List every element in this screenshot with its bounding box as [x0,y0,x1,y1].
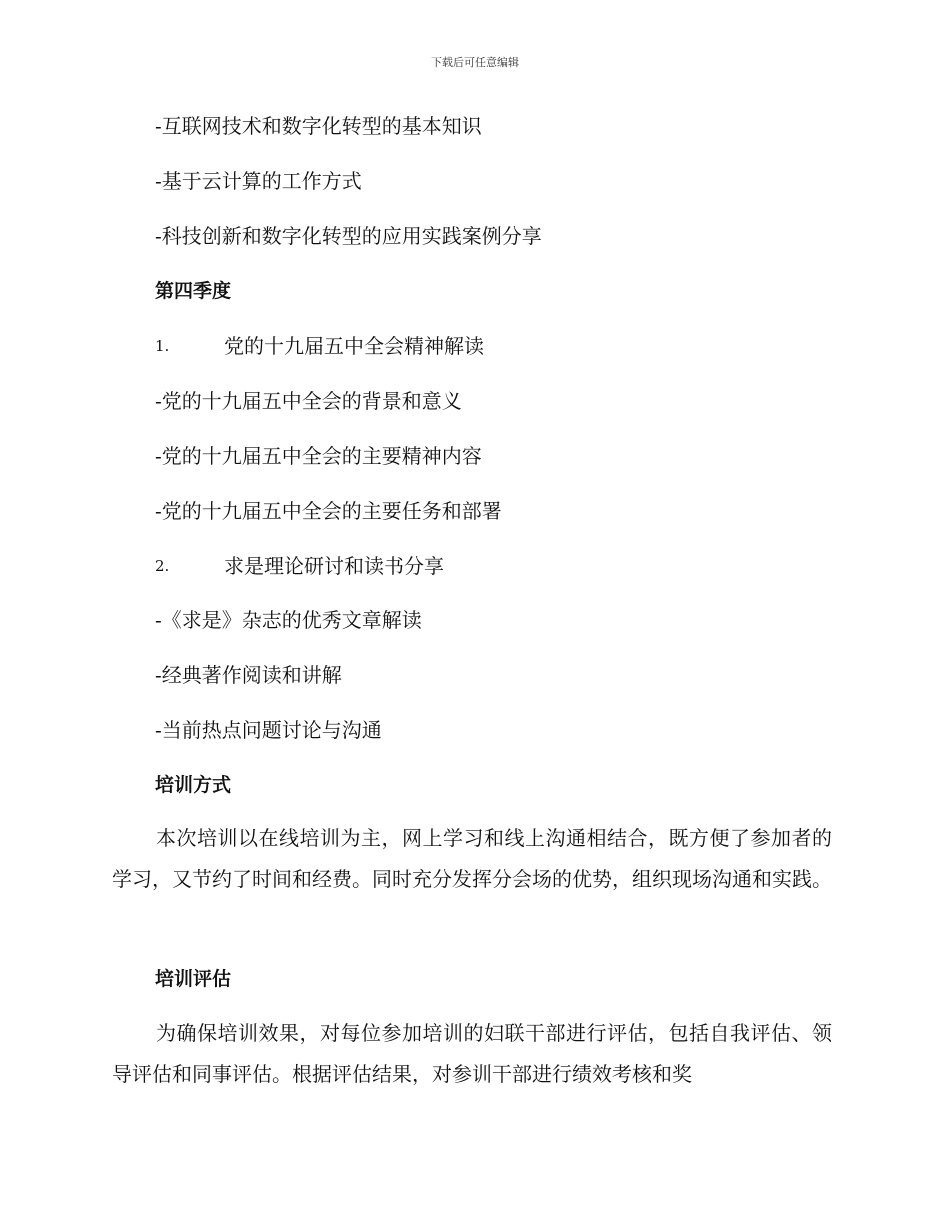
item-number: 2. [155,557,170,575]
list-item: -经典著作阅读和讲解 [155,663,342,687]
method-paragraph: 本次培训以在线培训为主，网上学习和线上沟通相结合，既方便了参加者的学习，又节约了时间和经费。同时充分发挥分会场的优势，组织现场沟通和实践。 [112,826,832,891]
list-item: -党的十九届五中全会的背景和意义 [155,389,462,413]
section-heading-q4: 第四季度 [155,280,232,302]
list-item: -《求是》杂志的优秀文章解读 [155,608,422,632]
numbered-item-title: 求是理论研讨和读书分享 [224,554,444,578]
section-heading-method: 培训方式 [155,774,232,796]
list-item: -互联网技术和数字化转型的基本知识 [155,114,482,138]
page-header: 下载后可任意编辑 [431,56,519,69]
evaluation-paragraph: 为确保培训效果，对每位参加培训的妇联干部进行评估，包括自我评估、领导评估和同事评估。根据评估结果，对参训干部进行绩效考核和奖 [112,1021,832,1086]
list-item: -党的十九届五中全会的主要任务和部署 [155,499,502,523]
list-item: -基于云计算的工作方式 [155,169,362,193]
item-number: 1. [155,337,170,355]
numbered-item-title: 党的十九届五中全会精神解读 [224,334,484,358]
list-item: -当前热点问题讨论与沟通 [155,718,382,742]
list-item: -科技创新和数字化转型的应用实践案例分享 [155,224,542,248]
section-heading-evaluation: 培训评估 [155,968,232,990]
list-item: -党的十九届五中全会的主要精神内容 [155,444,482,468]
